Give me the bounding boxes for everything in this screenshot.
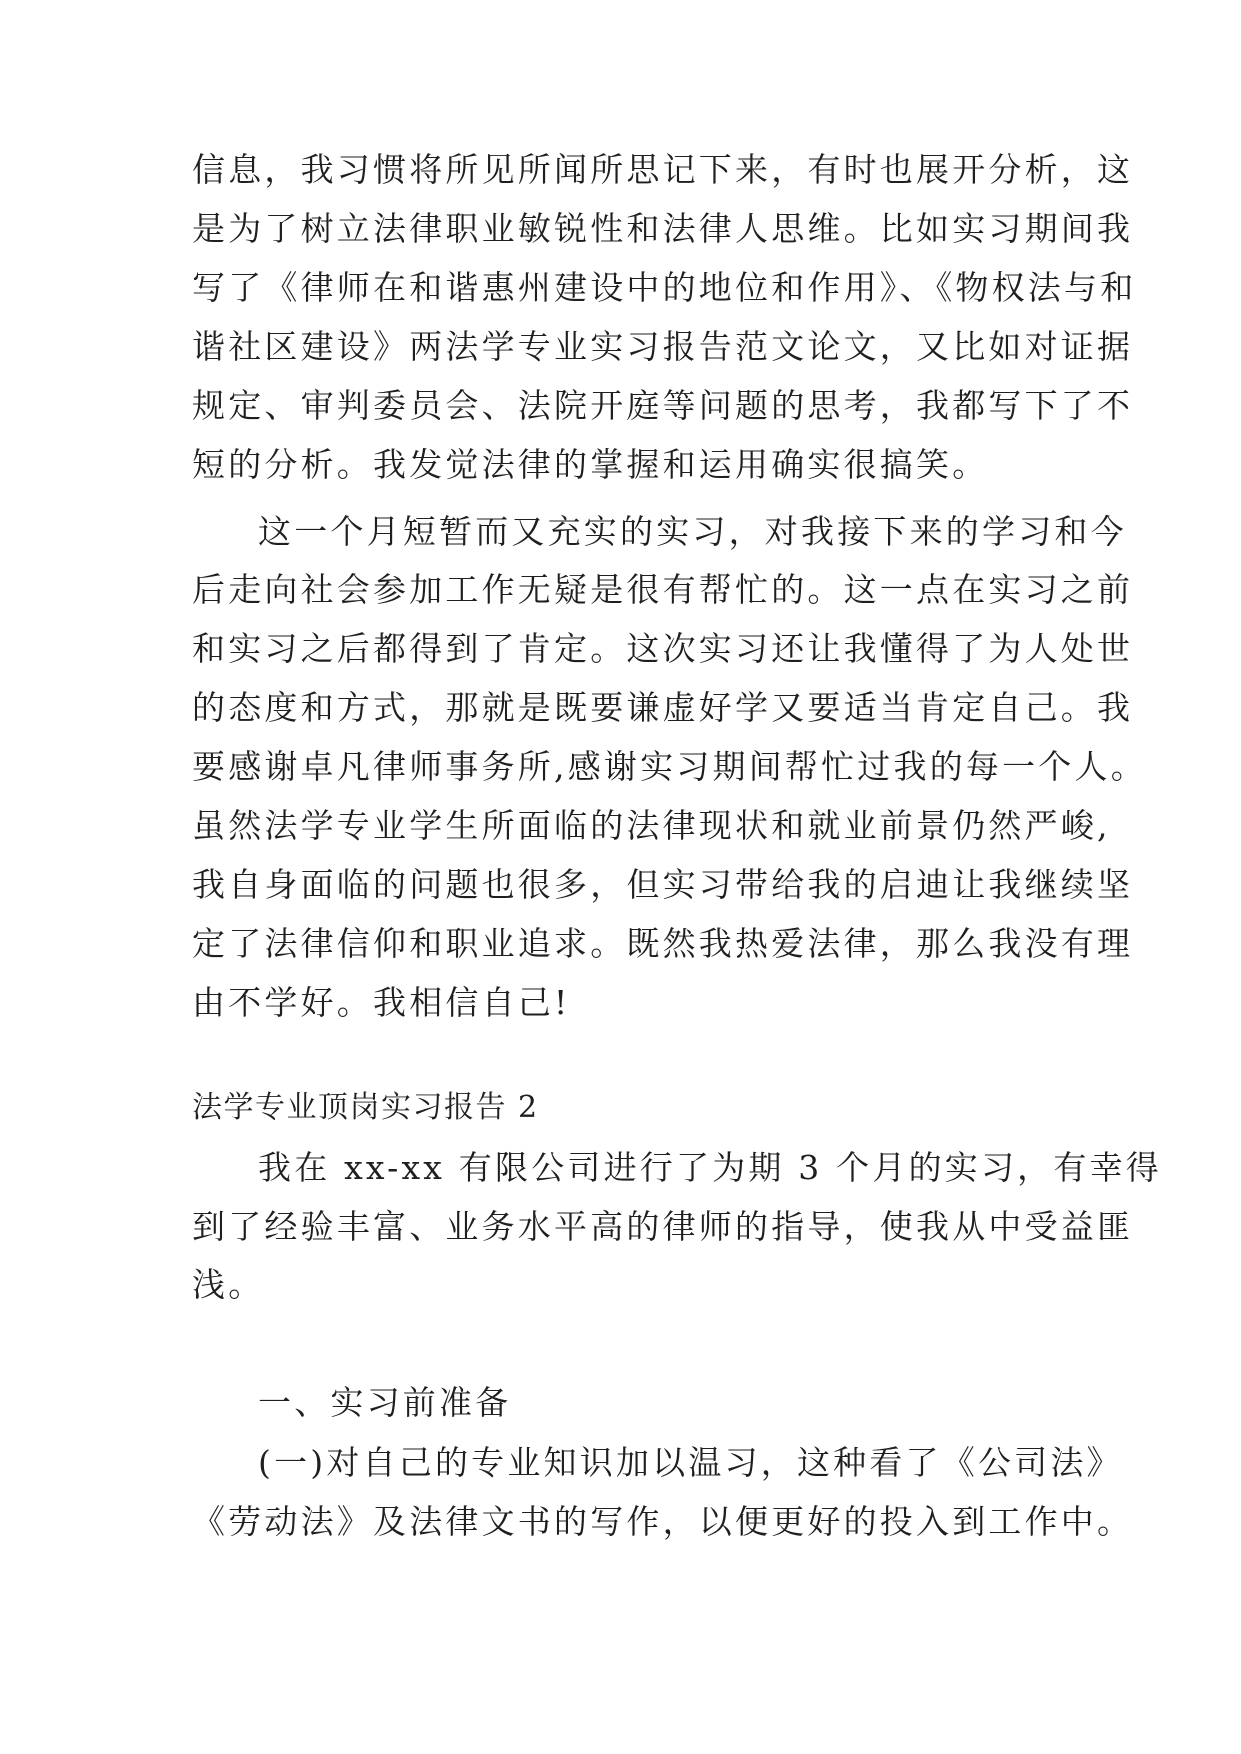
paragraph-line: 我自身面临的问题也很多，但实习带给我的启迪让我继续坚 [192, 865, 1134, 904]
paragraph-line: 我在 xx-xx 有限公司进行了为期 3 个月的实习，有幸得 [258, 1148, 1162, 1187]
paragraph-line: 虽然法学专业学生所面临的法律现状和就业前景仍然严峻, [192, 806, 1111, 845]
paragraph-line: 这一个月短暂而又充实的实习，对我接下来的学习和今 [258, 512, 1127, 551]
paragraph-line: 要感谢卓凡律师事务所,感谢实习期间帮忙过我的每一个人。 [192, 747, 1147, 786]
paragraph-line: 《劳动法》及法律文书的写作，以便更好的投入到工作中。 [192, 1502, 1134, 1541]
paragraph-line: 谐社区建设》两法学专业实习报告范文论文，又比如对证据 [192, 327, 1134, 366]
paragraph-line: 规定、审判委员会、法院开庭等问题的思考，我都写下了不 [192, 386, 1134, 425]
paragraph-line: (一)对自己的专业知识加以温习，这种看了《公司法》 [258, 1443, 1123, 1482]
paragraph-line: 由不学好。我相信自己! [192, 983, 571, 1022]
paragraph-line: 的态度和方式，那就是既要谦虚好学又要适当肯定自己。我 [192, 688, 1134, 727]
paragraph-line: 到了经验丰富、业务水平高的律师的指导，使我从中受益匪 [192, 1207, 1134, 1246]
paragraph-line: 短的分析。我发觉法律的掌握和运用确实很搞笑。 [192, 445, 989, 484]
paragraph-line: 信息，我习惯将所见所闻所思记下来，有时也展开分析，这 [192, 150, 1134, 189]
subheading: 一、实习前准备 [258, 1383, 512, 1422]
section-title: 法学专业顶岗实习报告 2 [192, 1090, 539, 1125]
paragraph-line: 写了《律师在和谐惠州建设中的地位和作用》、《物权法与和 [192, 268, 1137, 307]
paragraph-line: 和实习之后都得到了肯定。这次实习还让我懂得了为人处世 [192, 629, 1134, 668]
paragraph-line: 是为了树立法律职业敏锐性和法律人思维。比如实习期间我 [192, 209, 1134, 248]
paragraph-line: 后走向社会参加工作无疑是很有帮忙的。这一点在实习之前 [192, 570, 1134, 609]
paragraph-line: 浅。 [192, 1265, 265, 1304]
paragraph-line: 定了法律信仰和职业追求。既然我热爱法律，那么我没有理 [192, 924, 1134, 963]
